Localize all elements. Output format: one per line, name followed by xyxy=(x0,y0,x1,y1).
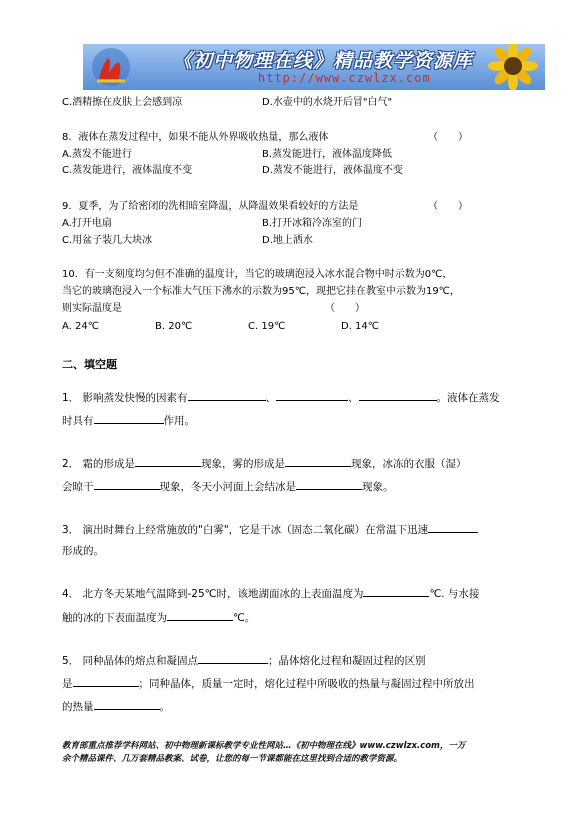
fill-5-text: 。 xyxy=(159,701,170,713)
q8-answer-paren: （ ） xyxy=(428,132,468,143)
fill-2-line1 xyxy=(62,455,467,472)
fill-4-line1 xyxy=(62,585,479,602)
header-banner xyxy=(83,44,545,90)
q8-option-c: C.蒸发能进行，液体温度不变 xyxy=(62,165,193,176)
fill-3-line2 xyxy=(62,544,104,559)
separator: 、 xyxy=(348,392,359,404)
footer xyxy=(62,740,522,766)
q8-option-d: D.蒸发不能进行，液体温度不变 xyxy=(262,165,403,176)
fill-4-text: 4． 北方冬天某地气温降到-25℃时，该地湖面冰的上表面温度为 xyxy=(62,588,364,600)
answer-blank[interactable] xyxy=(94,698,160,710)
answer-blank[interactable] xyxy=(285,455,351,467)
fill-5-text: 的热量 xyxy=(62,701,94,713)
banner-title: 《初中物理在线》精品教学资源库 xyxy=(173,50,474,72)
fill-2-text: 现象。 xyxy=(362,481,394,493)
q10-line1: 10．有一支刻度均匀但不准确的温度计，当它的玻璃泡浸入冰水混合物中时示数为0℃， xyxy=(62,269,453,280)
fill-1-text: 1． 影响蒸发快慢的因素有 xyxy=(62,392,188,404)
q9-option-b: B.打开冰箱冷冻室的门 xyxy=(262,218,363,229)
answer-blank[interactable] xyxy=(198,652,268,664)
answer-blank[interactable] xyxy=(276,389,348,401)
q10-option-d: D. 14℃ xyxy=(341,321,380,332)
section-title: 二、填空题 xyxy=(62,358,117,371)
fill-2-text: 现象，雾的形成是 xyxy=(201,458,286,470)
q7-option-d: D.水壶中的水烧开后冒"白气" xyxy=(262,97,393,108)
banner-url[interactable]: http://www.czwlzx.com xyxy=(258,71,431,85)
fill-5-line1 xyxy=(62,652,426,669)
logo-icon xyxy=(89,45,133,89)
fill-3-text: 形成的。 xyxy=(62,545,104,557)
fill-1-text: 。液体在蒸发 xyxy=(436,392,500,404)
fill-4-text: ℃. 与水接 xyxy=(429,588,480,600)
fill-4-text: ℃。 xyxy=(233,612,256,624)
answer-blank[interactable] xyxy=(94,478,160,490)
q10-option-c: C. 19℃ xyxy=(248,321,286,332)
fill-3-text: 3． 演出时舞台上经常施放的"白雾"，它是干冰（固态二氧化碳）在常温下迅速 xyxy=(62,524,429,536)
q9-option-c: C.用盆子装几大块冰 xyxy=(62,235,153,246)
q10-answer-paren: （ ） xyxy=(325,303,365,314)
q8-stem: 8．液体在蒸发过程中，如果不能从外界吸收热量，那么液体 xyxy=(62,132,329,143)
q10-option-b: B. 20℃ xyxy=(155,321,193,332)
answer-blank[interactable] xyxy=(188,389,266,401)
fill-1-text: 时具有 xyxy=(62,415,94,427)
q10-line2: 当它的玻璃泡浸入一个标准大气压下沸水的示数为95℃，现把它挂在教室中示数为19℃， xyxy=(62,286,460,297)
fill-5-text: 是 xyxy=(62,678,73,690)
fill-1-line1 xyxy=(62,389,500,406)
q10-line3: 则实际温度是 xyxy=(62,303,122,314)
fill-5-text: ；晶体熔化过程和凝固过程的区别 xyxy=(268,655,426,667)
fill-2-text: 现象，冬天小河面上会结冰是 xyxy=(159,481,296,493)
fill-5-line3 xyxy=(62,698,170,715)
fill-1-text: 作用。 xyxy=(163,415,195,427)
q8-option-b: B.蒸发能进行，液体温度降低 xyxy=(262,149,393,160)
fill-2-text: 会晾干 xyxy=(62,481,94,493)
fill-2-line2 xyxy=(62,478,394,495)
q9-answer-paren: （ ） xyxy=(428,201,468,212)
answer-blank[interactable] xyxy=(359,389,437,401)
q7-option-c: C.酒精擦在皮肤上会感到凉 xyxy=(62,97,183,108)
fill-2-text: 现象，冰冻的衣服（湿） xyxy=(351,458,467,470)
fill-4-line2 xyxy=(62,609,255,626)
answer-blank[interactable] xyxy=(135,455,201,467)
footer-line1: 教育部重点推荐学科网站、初中物理新课标教学专业性网站…《初中物理在线》www.czwlzx.com，一万 xyxy=(62,741,466,751)
answer-blank[interactable] xyxy=(73,675,139,687)
answer-blank[interactable] xyxy=(167,609,233,621)
q9-option-d: D.地上洒水 xyxy=(262,235,313,246)
footer-line2: 余个精品课件、几万套精品教案、试卷，让您的每一节课都能在这里找到合适的教学资源。 xyxy=(62,754,403,764)
q9-stem: 9．夏季，为了给密闭的洗相暗室降温，从降温效果看较好的方法是 xyxy=(62,201,359,212)
fill-4-text: 触的冰的下表面温度为 xyxy=(62,612,167,624)
answer-blank[interactable] xyxy=(296,478,362,490)
answer-blank[interactable] xyxy=(363,585,429,597)
separator: 、 xyxy=(265,392,277,404)
sunflower-icon xyxy=(483,44,541,90)
q10-option-a: A. 24℃ xyxy=(62,321,99,332)
fill-5-text: ；同种晶体，质量一定时，熔化过程中所吸收的热量与凝固过程中所放出 xyxy=(138,678,475,690)
fill-2-text: 2． 霜的形成是 xyxy=(62,458,136,470)
answer-blank[interactable] xyxy=(94,412,164,424)
answer-blank[interactable] xyxy=(428,521,478,533)
fill-1-line2 xyxy=(62,412,195,429)
q9-option-a: A.打开电扇 xyxy=(62,218,112,229)
fill-3-line1 xyxy=(62,521,478,538)
q8-option-a: A.蒸发不能进行 xyxy=(62,149,132,160)
fill-5-text: 5． 同种晶体的熔点和凝固点 xyxy=(62,655,199,667)
fill-5-line2 xyxy=(62,675,475,692)
